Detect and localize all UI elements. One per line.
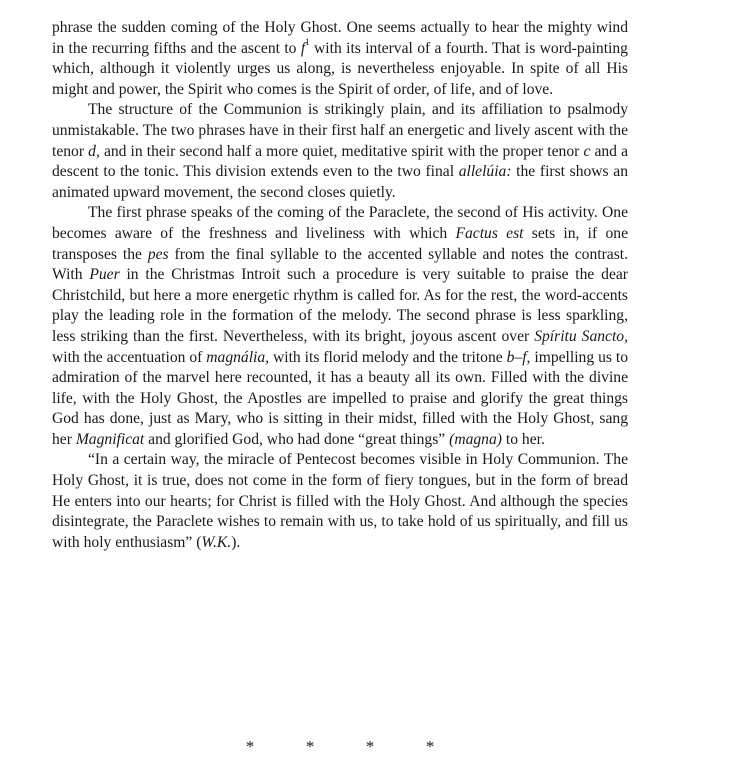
text-run: The structure of the Communion is strikingly plain, and its affiliation to psalmody unmistakable. The two phrases have in their first half an energetic and lively ascent with the tenor xyxy=(52,101,628,160)
asterisk: * xyxy=(245,737,255,756)
italic-text: d, xyxy=(88,142,100,160)
asterisk: * xyxy=(365,737,375,756)
italic-text: W.K. xyxy=(201,533,232,551)
text-run: impelling us to admiration of the marvel here recounted, it has a beauty all its own. Filled with the divine life, with the Holy Ghost, the Apostles are impelled to praise and glorify the great things God has done, just as Mary, who is sitting in their midst, filled with the Holy Ghost, sang her xyxy=(52,348,628,448)
page-text xyxy=(52,18,628,553)
italic-text: magnália, xyxy=(206,348,270,366)
asterisk: * xyxy=(305,737,315,756)
text-run: with the accentuation of xyxy=(52,348,207,366)
italic-text: f xyxy=(300,39,306,57)
italic-text: Spíritu Sancto, xyxy=(534,327,628,345)
italic-text: Puer xyxy=(89,266,120,284)
asterisk: * xyxy=(425,737,435,756)
italic-text: allelúia: xyxy=(458,163,512,181)
italic-text: Magnificat xyxy=(75,430,145,448)
text-run: with its interval of a fourth. That is word-painting which, although it violently urges us along, is nevertheless enjoyable. In spite of all His might and power, the Spirit who comes is the Spirit of order, of life, and of love. xyxy=(52,39,628,98)
text-run: the first shows an animated upward movement, the second closes quietly. xyxy=(52,163,628,201)
text-run: ). xyxy=(231,533,241,551)
text-run: from the final syllable to the accented syllable and notes the contrast. With xyxy=(52,245,628,284)
italic-text: b–f, xyxy=(506,348,531,366)
text-run: and glorified God, who had done “great things” xyxy=(144,430,450,448)
paragraph-3 xyxy=(52,203,628,450)
paragraph-4 xyxy=(52,450,628,553)
text-run: and a descent to the tonic. This division extends even to the two final xyxy=(52,142,628,181)
text-run: in the Christmas Introit such a procedure is very suitable to praise the dear Christchild, but here a more energetic rhythm is called for. As for the rest, the word-accents play the leading role in the formation of the melody. The second phrase is less sparkling, less striking than the first. Nevertheless, with its bright, joyous ascent over xyxy=(52,266,628,345)
italic-text: Factus est xyxy=(455,224,524,242)
text-run: The first phrase speaks of the coming of the Paraclete, the second of His activity. One becomes aware of the freshness and liveliness with which xyxy=(52,204,628,242)
text-run: sets in, if one transposes the xyxy=(52,224,628,263)
italic-text: c xyxy=(583,142,591,160)
superscript: 1 xyxy=(305,37,310,48)
paragraph-1 xyxy=(52,18,628,100)
text-run: “In a certain way, the miracle of Pentecost becomes visible in Holy Communion. The Holy Ghost, it is true, does not come in the form of fiery tongues, but in the form of bread He enters into our hearts; for Christ is filled with the Holy Ghost. And although the species disintegrate, the Paraclete wishes to remain with us, to take hold of us spiritually, and fill us with holy enthusiasm” ( xyxy=(52,451,628,551)
text-run: phrase the sudden coming of the Holy Ghost. One seems actually to hear the mighty wind in the recurring fifths and the ascent to xyxy=(52,19,628,57)
text-run: with its florid melody and the tritone xyxy=(269,348,507,366)
paragraph-2 xyxy=(52,100,628,203)
italic-text: (magna) xyxy=(449,430,502,448)
text-run: and in their second half a more quiet, meditative spirit with the proper tenor xyxy=(99,142,584,160)
section-break xyxy=(52,737,628,757)
text-run: to her. xyxy=(501,430,545,448)
italic-text: pes xyxy=(147,245,169,263)
